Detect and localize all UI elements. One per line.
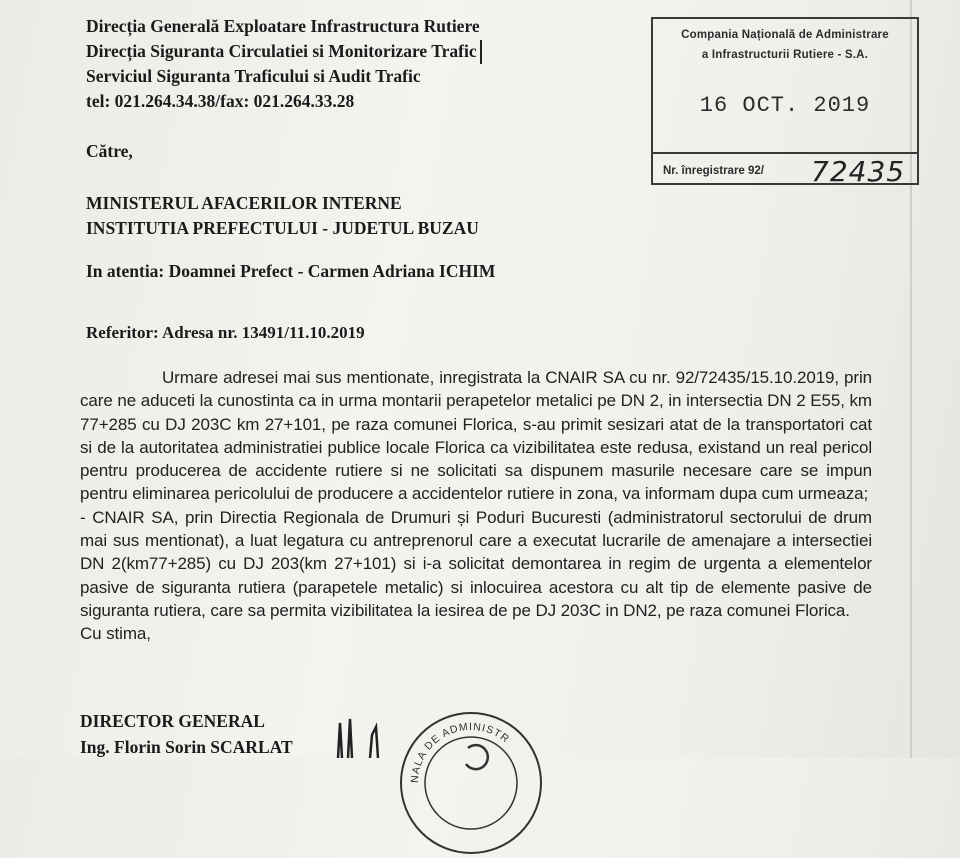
stamp-date: 16 OCT. 2019 bbox=[699, 93, 871, 118]
letterhead-contact: tel: 021.264.34.38/fax: 021.264.33.28 bbox=[86, 91, 355, 111]
letter-body bbox=[80, 366, 872, 646]
registration-stamp bbox=[651, 17, 919, 188]
reference-line: Referitor: Adresa nr. 13491/11.10.2019 bbox=[86, 323, 365, 342]
body-paragraph-2: - CNAIR SA, prin Directia Regionala de Drumuri și Poduri Bucuresti (administratorul sectorului de drum mai sus mentionat), a luat legatura cu antreprenorul care a executat lucrarile de amenajare a intersectiei DN 2(km77+285) cu DJ 203(km 27+101) si i-a solicitat demontarea in regim de urgenta a elementelor pasive de siguranta rutiera (parapetele metalic) si inlocuirea acestora cu alt tip de elemente pasive de siguranta rutiera, care sa permita vizibilitatea la iesirea de pe DJ 203C in DN2, pe raza comunei Florica. bbox=[80, 507, 872, 620]
recipient-line-1: MINISTERUL AFACERILOR INTERNE bbox=[86, 193, 402, 213]
body-paragraph-1: Urmare adresei mai sus mentionate, inregistrata la CNAIR SA cu nr. 92/72435/15.10.2019, prin care ne aduceti la cunostinta ca in urma montarii perapetelor metalici pe DN 2, in intersectia DN 2 E55, km 77+285 cu DJ 203C km 27+101, pe raza comunei Florica, s-au primit sesizari atat de la transportatori cat si de la autoritatea administratiei publice locale Florica ca vizibilitatea este redusa, existand un real pericol pentru producerea de accidente rutiere si ne solicitati sa dispunem masurile necesare care se impun pentru eliminarea pericolului de producere a accidentelor rutiere in zona, va informam dupa cum urmeaza; bbox=[80, 368, 872, 504]
letterhead-line-3: Serviciul Siguranta Traficului si Audit Trafic bbox=[86, 66, 421, 86]
letterhead bbox=[86, 14, 480, 114]
text-cursor-mark bbox=[480, 40, 482, 64]
attention-line: In atentia: Doamnei Prefect - Carmen Adriana ICHIM bbox=[86, 261, 496, 281]
letterhead-line-1: Direcția Generală Exploatare Infrastructura Rutiere bbox=[86, 16, 480, 36]
signatory-title: DIRECTOR GENERAL bbox=[80, 711, 265, 731]
stamp-registration-label: Nr. înregistrare 92/ bbox=[663, 165, 764, 177]
round-seal bbox=[396, 708, 546, 858]
recipient-block bbox=[86, 191, 479, 241]
recipient-line-2: INSTITUTIA PREFECTULUI - JUDETUL BUZAU bbox=[86, 218, 479, 238]
letterhead-line-2: Direcția Siguranta Circulatiei si Monitorizare Trafic bbox=[86, 41, 477, 61]
stamp-divider bbox=[653, 152, 917, 154]
signatory-name: Ing. Florin Sorin SCARLAT bbox=[80, 737, 293, 757]
stamp-org-line-2: a Infrastructurii Rutiere - S.A. bbox=[701, 49, 869, 61]
salutation: Către, bbox=[86, 141, 133, 161]
stamp-registration-number: 72435 bbox=[811, 155, 906, 188]
seal-text: NALA DE ADMINISTR bbox=[408, 720, 512, 784]
signature-block bbox=[80, 708, 293, 760]
closing-line: Cu stima, bbox=[80, 624, 151, 644]
handwritten-signature bbox=[330, 713, 390, 758]
stamp-org-line-1: Compania Națională de Administrare bbox=[681, 29, 889, 41]
